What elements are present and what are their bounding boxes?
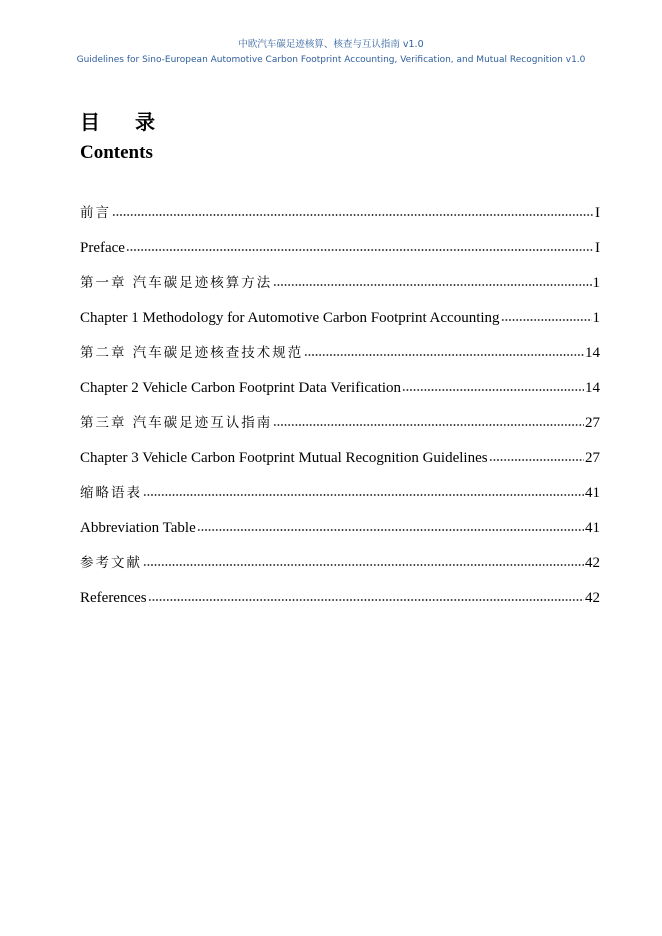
toc-entry-chapter-2-en[interactable] <box>80 377 600 412</box>
toc-entry-page: I <box>595 205 600 221</box>
toc-dot-leader <box>126 248 594 252</box>
toc-entry-title: References <box>80 590 147 606</box>
toc-dot-leader <box>112 213 594 217</box>
toc-dot-leader <box>143 493 584 497</box>
toc-dot-leader <box>402 388 584 392</box>
toc-entry-title: 缩略语表 <box>80 485 142 501</box>
toc-entry-preface-zh[interactable] <box>80 202 600 237</box>
toc-entry-page: 42 <box>585 590 600 606</box>
toc-entry-page: 41 <box>585 485 600 501</box>
toc-entry-title: Chapter 2 Vehicle Carbon Footprint Data Verification <box>80 380 402 396</box>
toc-entry-abbreviations-zh[interactable] <box>80 482 600 517</box>
toc-entry-abbreviations-en[interactable] <box>80 517 600 552</box>
toc-entry-chapter-3-zh[interactable] <box>80 412 600 447</box>
toc-entry-chapter-1-zh[interactable] <box>80 272 600 307</box>
toc-entry-chapter-3-en[interactable] <box>80 447 600 482</box>
toc-dot-leader <box>197 528 584 532</box>
toc-entry-title: Preface <box>80 240 125 256</box>
toc-entry-title: Chapter 3 Vehicle Carbon Footprint Mutual Recognition Guidelines <box>80 450 488 466</box>
toc-entry-page: 27 <box>585 415 600 431</box>
toc-entry-page: 42 <box>585 555 600 571</box>
page-header <box>0 38 662 67</box>
toc-entry-title: 第三章 汽车碳足迹互认指南 <box>80 415 273 431</box>
toc-dot-leader <box>148 598 584 602</box>
toc-entry-title: Abbreviation Table <box>80 520 196 536</box>
toc-entry-references-en[interactable] <box>80 587 600 622</box>
toc-dot-leader <box>143 563 584 567</box>
toc-entry-page: 41 <box>585 520 600 536</box>
toc-dot-leader <box>273 283 591 287</box>
toc-entry-page: 14 <box>585 345 600 361</box>
toc-dot-leader <box>304 353 584 357</box>
header-title-chinese: 中欧汽车碳足迹核算、核查与互认指南 v1.0 <box>238 39 424 50</box>
toc-entry-page: I <box>595 240 600 256</box>
toc-entry-page: 1 <box>592 310 600 326</box>
toc-dot-leader <box>273 423 584 427</box>
toc-dot-leader <box>501 318 592 322</box>
contents-title-english: Contents <box>80 142 153 163</box>
toc-entry-chapter-2-zh[interactable] <box>80 342 600 377</box>
toc-entry-title: Chapter 1 Methodology for Automotive Carbon Footprint Accounting <box>80 310 500 326</box>
toc-entry-title: 第二章 汽车碳足迹核查技术规范 <box>80 345 304 361</box>
toc-entry-page: 14 <box>585 380 600 396</box>
toc-entry-preface-en[interactable] <box>80 237 600 272</box>
toc-dot-leader <box>489 458 584 462</box>
toc-entry-title: 参考文献 <box>80 555 142 571</box>
toc-entry-page: 27 <box>585 450 600 466</box>
table-of-contents <box>80 202 600 622</box>
toc-entry-title: 前言 <box>80 205 111 221</box>
toc-entry-page: 1 <box>592 275 600 291</box>
toc-entry-chapter-1-en[interactable] <box>80 307 600 342</box>
toc-entry-references-zh[interactable] <box>80 552 600 587</box>
contents-title-chinese: 目 录 <box>80 110 169 134</box>
toc-entry-title: 第一章 汽车碳足迹核算方法 <box>80 275 273 291</box>
header-title-english: Guidelines for Sino-European Automotive Carbon Footprint Accounting, Verification, and Mutual Recognition v1.0 <box>76 55 586 65</box>
